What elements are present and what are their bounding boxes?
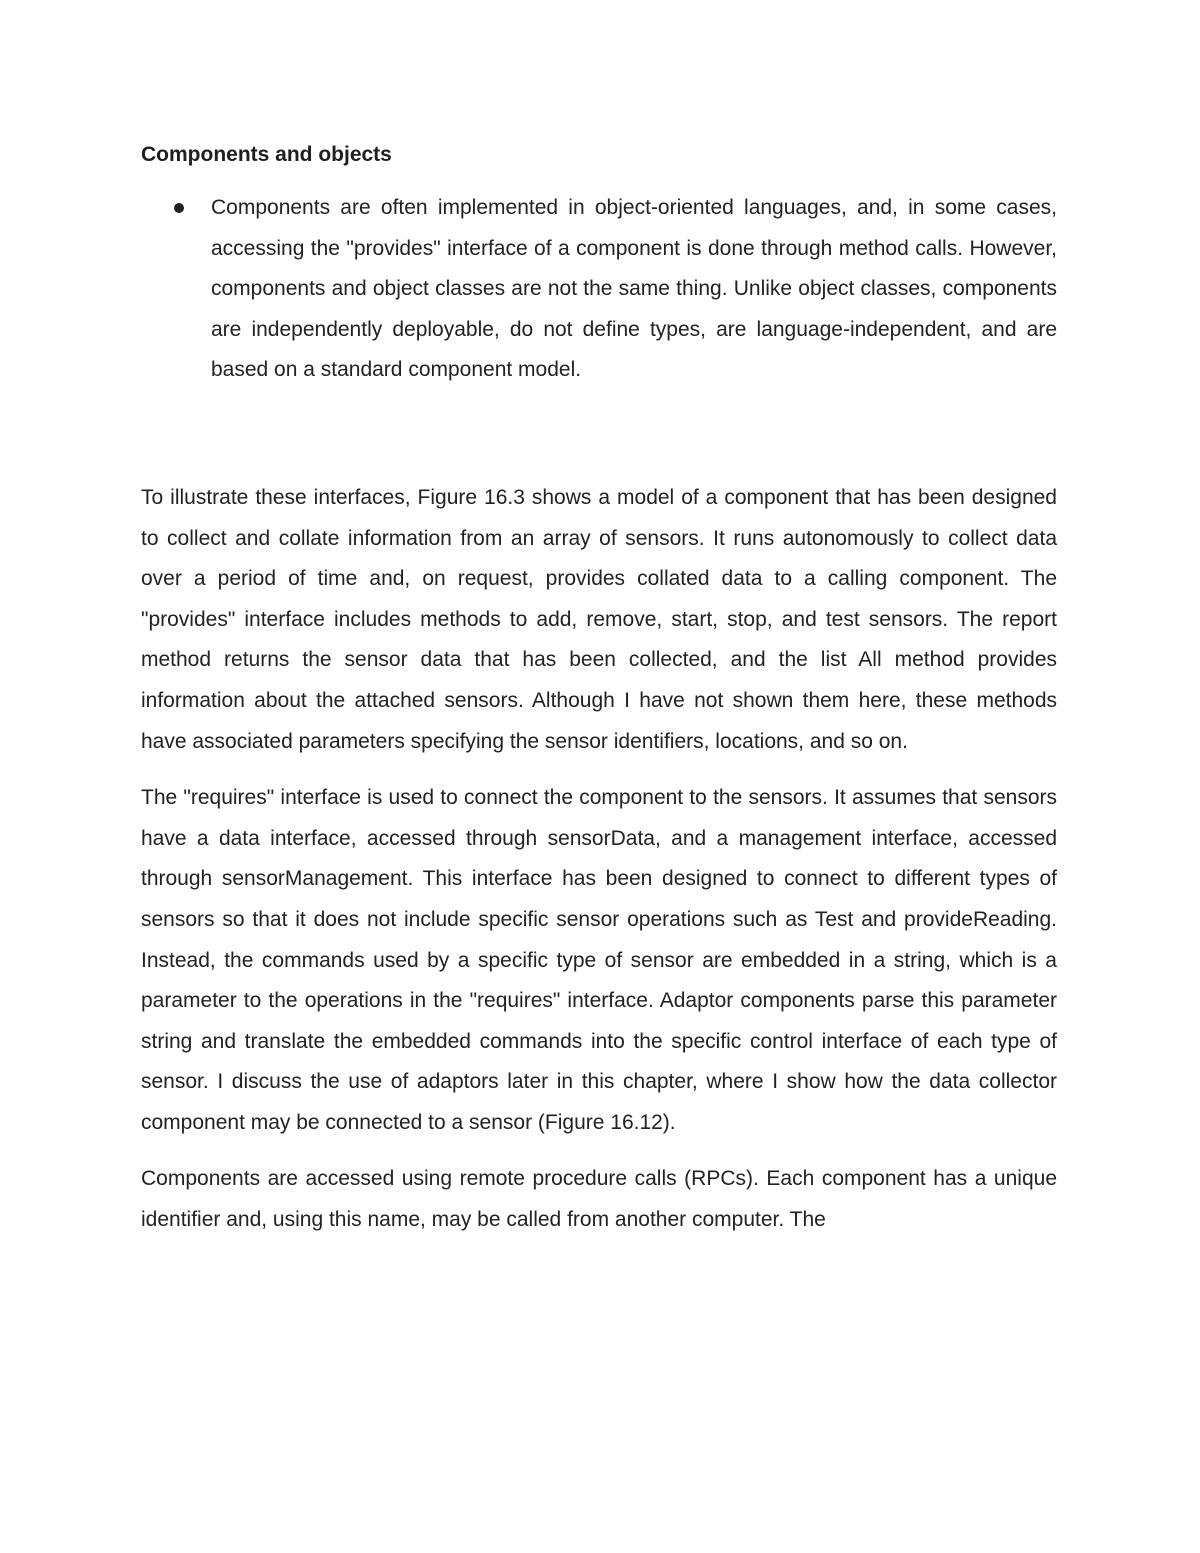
bullet-text: Components are often implemented in object-oriented languages, and, in some cases, accessing the "provides" interface of a component is done through method calls. However, components and object classes are not the same thing. Unlike object classes, components are independently deployable, do not define types, are language-independent, and are based on a standard component model. — [211, 196, 1057, 382]
document-body — [141, 140, 1057, 1257]
bullet-list — [141, 188, 1057, 391]
section-heading: Components and objects — [141, 143, 392, 166]
paragraph-remote-procedure-calls: Components are accessed using remote procedure calls (RPCs). Each component has a unique identifier and, using this name, may be called from another computer. The — [141, 1167, 1057, 1232]
bullet-item — [141, 188, 1057, 391]
bullet-dot-icon — [174, 203, 184, 213]
paragraph-requires-interface: The "requires" interface is used to connect the component to the sensors. It assumes that sensors have a data interface, accessed through sensorData, and a management interface, accessed through sensorManagement. This interface has been designed to connect to different types of sensors so that it does not include specific sensor operations such as Test and provideReading. Instead, the commands used by a specific type of sensor are embedded in a string, which is a parameter to the operations in the "requires" interface. Adaptor components parse this parameter string and translate the embedded commands into the specific control interface of each type of sensor. I discuss the use of adaptors later in this chapter, where I show how the data collector component may be connected to a sensor (Figure 16.12). — [141, 786, 1057, 1134]
paragraph-interfaces-illustration: To illustrate these interfaces, Figure 16.3 shows a model of a component that has been designed to collect and collate information from an array of sensors. It runs autonomously to collect data over a period of time and, on request, provides collated data to a calling component. The "provides" interface includes methods to add, remove, start, stop, and test sensors. The report method returns the sensor data that has been collected, and the list All method provides information about the attached sensors. Although I have not shown them here, these methods have associated parameters specifying the sensor identifiers, locations, and so on. — [141, 485, 1057, 753]
